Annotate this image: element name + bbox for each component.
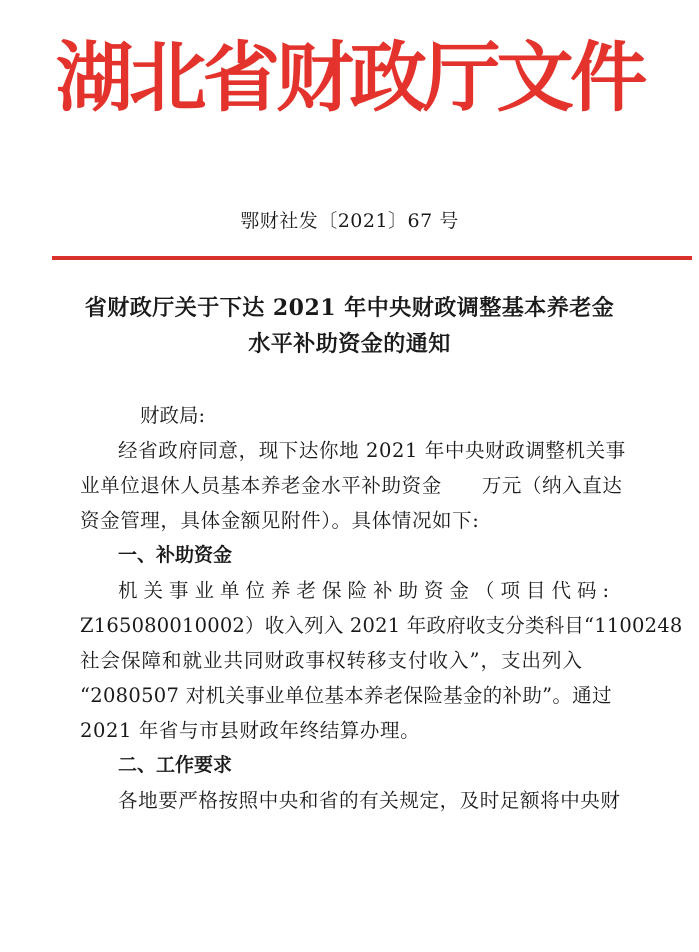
paragraph-2-line-2-text: Z165080010002）收入列入 2021 年政府收支分类科目“1100248 — [80, 614, 683, 637]
paragraph-2-line-3-text: 社会保障和就业共同财政事权转移支付收入”，支出列入 — [80, 649, 583, 672]
section-1-heading-text: 一、补助资金 — [118, 544, 233, 566]
paragraph-1-line-3-text: 资金管理，具体金额见附件）。具体情况如下: — [80, 509, 480, 532]
paragraph-2-line-5 — [80, 713, 680, 748]
notice-title-line-2: 水平补助资金的通知 — [248, 331, 451, 357]
addressee — [80, 398, 680, 433]
section-2-heading — [80, 748, 680, 783]
document-number: 鄂财社发〔2021〕67 号 — [240, 210, 459, 232]
paragraph-1-line-2 — [80, 468, 680, 503]
paragraph-2-line-4 — [80, 678, 680, 713]
notice-title-line-1: 省财政厅关于下达 2021 年中央财政调整基本养老金 — [84, 295, 615, 321]
section-1-heading — [80, 538, 680, 573]
amount-blank — [442, 468, 482, 503]
paragraph-2-line-1 — [80, 573, 680, 608]
paragraph-2-line-4-text: “2080507 对机关事业单位基本养老保险基金的补助”。通过 — [80, 684, 612, 707]
paragraph-3-line-1 — [80, 783, 680, 818]
red-divider-line — [52, 256, 692, 260]
addressee-text: 财政局: — [140, 404, 206, 427]
paragraph-1-line-1 — [80, 433, 680, 468]
paragraph-1-line-1-text: 经省政府同意，现下达你地 2021 年中央财政调整机关事 — [118, 439, 626, 462]
notice-title — [40, 290, 659, 362]
paragraph-2-line-3 — [80, 643, 680, 678]
masthead-title: 湖北省财政厅文件 — [55, 33, 644, 122]
paragraph-3-line-1-text: 各地要严格按照中央和省的有关规定，及时足额将中央财 — [118, 789, 621, 812]
paragraph-2-line-1-text: 机关事业单位养老保险补助资金（项目代码: — [118, 579, 616, 602]
paragraph-2-line-2 — [80, 608, 683, 643]
paragraph-2-line-5-text: 2021 年省与市县财政年终结算办理。 — [80, 719, 421, 742]
section-2-heading-text: 二、工作要求 — [118, 754, 233, 776]
paragraph-1-line-2b-text: 万元（纳入直达 — [481, 474, 623, 497]
paragraph-1-line-3 — [80, 503, 680, 538]
notice-body — [80, 398, 683, 818]
paragraph-1-line-2a-text: 业单位退休人员基本养老金水平补助资金 — [80, 474, 442, 497]
